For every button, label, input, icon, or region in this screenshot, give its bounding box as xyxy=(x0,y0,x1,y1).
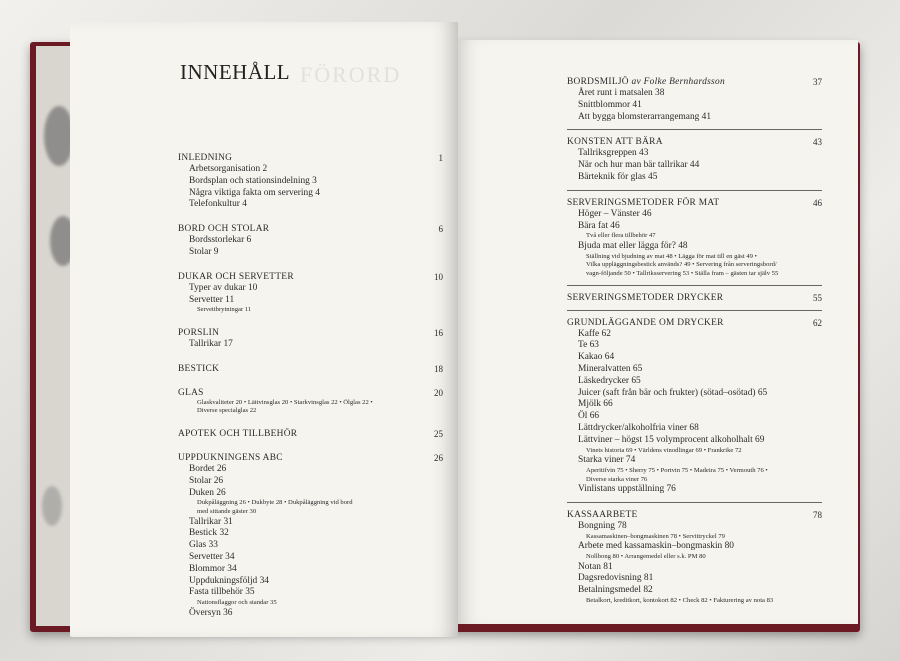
section-page-number: 18 xyxy=(434,363,443,374)
toc-entry: Att bygga blomsterarrangemang 41 xyxy=(578,111,712,122)
section-divider xyxy=(567,129,822,130)
toc-section xyxy=(178,387,443,416)
toc-entry: Stolar 9 xyxy=(189,246,219,257)
toc-entry: Kaffe 62 xyxy=(578,328,611,339)
toc-left-column xyxy=(178,152,443,620)
toc-entry: Telefonkultur 4 xyxy=(189,199,247,210)
toc-entry: Notan 81 xyxy=(578,561,613,572)
toc-entry: När och hur man bär tallrikar 44 xyxy=(578,160,700,171)
toc-entry: Uppdukningsföljd 34 xyxy=(189,575,269,586)
toc-subentry: Ställning vid bjudning av mat 48 • Lägga för mat till en gäst 49 • xyxy=(586,252,757,260)
toc-entry: Bjuda mat eller lägga för? 48 xyxy=(578,240,688,251)
toc-subentry: Nollbong 80 • Arrangemedel eller s.k. PM 80 xyxy=(586,553,706,561)
section-title xyxy=(178,363,443,375)
section-page-number: 78 xyxy=(813,509,822,520)
section-page-number: 55 xyxy=(813,292,822,303)
toc-section xyxy=(567,76,822,123)
toc-entry: Starka viner 74 xyxy=(578,455,636,466)
toc-section xyxy=(178,152,443,211)
section-title-text: BESTICK xyxy=(178,363,220,374)
section-title xyxy=(178,327,443,339)
toc-entry: Typer av dukar 10 xyxy=(189,282,258,293)
toc-subentry: med sittande gäster 30 xyxy=(197,507,257,515)
toc-subentry: Vilka uppläggningsbestick används? 49 • Servering från serveringsbord/ xyxy=(586,261,777,269)
section-title-text: KONSTEN ATT BÄRA xyxy=(567,137,663,148)
toc-entry: Dagsredovisning 81 xyxy=(578,573,654,584)
section-title-text: INLEDNING xyxy=(178,153,233,163)
section-title xyxy=(178,271,443,283)
toc-section xyxy=(567,285,822,304)
toc-subentry: Kassamaskinen–bongmaskinen 78 • Servittryckel 79 xyxy=(586,532,725,540)
section-title-text: GRUNDLÄGGANDE OM DRYCKER xyxy=(567,317,724,328)
section-title-text: GLAS xyxy=(178,387,204,398)
section-title-text: APOTEK OCH TILLBEHÖR xyxy=(178,428,298,439)
toc-subentry: Vinets historia 69 • Världens vinodlingar 69 • Frankrike 72 xyxy=(586,446,742,454)
section-title xyxy=(567,509,822,521)
toc-entry: Bordsplan och stationsindelning 3 xyxy=(189,175,317,186)
toc-entry: Översyn 36 xyxy=(189,607,233,618)
section-divider xyxy=(567,502,822,503)
section-page-number: 20 xyxy=(434,387,443,398)
toc-right-column xyxy=(567,76,822,606)
show-through-heading: FÖRORD xyxy=(300,62,402,87)
toc-section xyxy=(567,190,822,279)
toc-subentry: Nationsflaggor och standar 35 xyxy=(197,599,277,607)
section-title xyxy=(178,452,443,464)
section-title-text: DUKAR OCH SERVETTER xyxy=(178,271,294,282)
toc-subentry: Två eller flera tillbehör 47 xyxy=(586,232,656,240)
section-page-number: 43 xyxy=(813,137,822,148)
toc-section xyxy=(567,502,822,606)
toc-subentry: Dukpåläggning 26 • Dukbyte 28 • Dukpåläggning vid bord xyxy=(197,499,353,507)
toc-entry: Bestick 32 xyxy=(189,528,229,539)
toc-entry: Servetter 34 xyxy=(189,551,235,562)
toc-section xyxy=(178,223,443,259)
toc-subentry: Servettbrytningar 11 xyxy=(197,306,252,314)
toc-section xyxy=(567,310,822,496)
toc-entry: Stolar 26 xyxy=(189,475,224,486)
section-title-text: UPPDUKNINGENS ABC xyxy=(178,452,283,463)
section-title-text: SERVERINGSMETODER DRYCKER xyxy=(567,292,724,303)
toc-entry: Läskedrycker 65 xyxy=(578,375,641,386)
toc-entry: Juicer (saft från bär och frukter) (sötad–osötad) 65 xyxy=(578,387,768,398)
section-title-text: PORSLIN xyxy=(178,327,220,338)
section-title xyxy=(567,197,822,209)
toc-entry: Kakao 64 xyxy=(578,352,615,363)
toc-entry: Arbetsorganisation 2 xyxy=(189,164,268,174)
toc-entry: Öl 66 xyxy=(578,411,600,422)
toc-subentry: Diverse specialglas 22 xyxy=(197,407,257,415)
toc-section xyxy=(567,129,822,183)
section-title-text: BORD OCH STOLAR xyxy=(178,224,270,235)
toc-section xyxy=(178,363,443,375)
toc-entry: Bordet 26 xyxy=(189,463,227,474)
toc-subentry: Aperitifvin 75 • Sherry 75 • Portvin 75 • Madeira 75 • Vermouth 76 • xyxy=(586,466,768,474)
section-title-text: KASSAARBETE xyxy=(567,509,638,520)
section-title xyxy=(178,223,443,235)
toc-entry: Vinlistans uppställning 76 xyxy=(578,484,676,495)
section-divider xyxy=(567,310,822,311)
toc-entry: Te 63 xyxy=(578,340,599,351)
section-title xyxy=(567,76,822,88)
toc-entry: Glas 33 xyxy=(189,540,218,551)
toc-subentry: vagn-följande 50 • Tallriksservering 53 • Ställa fram – gästen tar själv 55 xyxy=(586,269,779,277)
section-title-text: BORDSMILJÖ xyxy=(567,77,629,87)
section-title xyxy=(178,387,443,399)
toc-entry: Betalningsmedel 82 xyxy=(578,585,653,596)
section-page-number: 10 xyxy=(434,271,443,282)
toc-entry: Bongning 78 xyxy=(578,520,627,531)
toc-entry: Mineralvatten 65 xyxy=(578,363,643,374)
toc-entry: Tallrikar 31 xyxy=(189,516,233,527)
toc-entry: Tallrikar 17 xyxy=(189,338,233,349)
toc-entry: Snittblommor 41 xyxy=(578,99,642,110)
section-title-text: SERVERINGSMETODER FÖR MAT xyxy=(567,197,720,208)
section-page-number: 37 xyxy=(813,77,822,87)
toc-entry: Arbete med kassamaskin–bongmaskin 80 xyxy=(578,541,734,552)
page-title: INNEHÅLL xyxy=(180,60,291,84)
section-author: av Folke Bernhardsson xyxy=(628,77,725,87)
toc-entry: Servetter 11 xyxy=(189,294,235,305)
toc-entry: Året runt i matsalen 38 xyxy=(578,88,665,98)
toc-entry: Mjölk 66 xyxy=(578,399,613,410)
toc-entry: Blommor 34 xyxy=(189,563,237,574)
section-title xyxy=(178,152,443,164)
section-page-number: 46 xyxy=(813,197,822,208)
toc-entry: Lättdrycker/alkoholfria viner 68 xyxy=(578,422,699,433)
section-page-number: 62 xyxy=(813,317,822,328)
section-page-number: 26 xyxy=(434,452,443,463)
toc-entry: Höger – Vänster 46 xyxy=(578,208,652,219)
toc-subentry: Glaskvaliteter 20 • Lättvinsglas 20 • Starkvinsglas 22 • Ölglas 22 • xyxy=(197,398,373,406)
toc-entry: Duken 26 xyxy=(189,487,226,498)
ink-blot-decoration xyxy=(42,486,62,526)
toc-section xyxy=(178,327,443,351)
section-page-number: 25 xyxy=(434,428,443,439)
toc-entry: Lättviner – högst 15 volymprocent alkoholhalt 69 xyxy=(578,434,765,445)
section-page-number: 1 xyxy=(438,153,443,163)
section-divider xyxy=(567,190,822,191)
toc-section xyxy=(178,271,443,315)
section-title xyxy=(567,317,822,329)
section-page-number: 16 xyxy=(434,327,443,338)
toc-entry: Fasta tillbehör 35 xyxy=(189,587,255,598)
toc-entry: Bordsstorlekar 6 xyxy=(189,235,252,246)
section-page-number: 6 xyxy=(438,224,443,235)
toc-entry: Bärteknik för glas 45 xyxy=(578,171,658,182)
toc-section xyxy=(178,428,443,440)
toc-section xyxy=(178,452,443,620)
toc-entry: Bära fat 46 xyxy=(578,220,620,231)
toc-subentry: Betalkort, kreditkort, kontokort 82 • Check 82 • Fakturering av nota 83 xyxy=(586,597,774,605)
toc-subentry: Diverse starka viner 76 xyxy=(586,475,648,483)
section-title xyxy=(567,136,822,148)
toc-entry: Tallriksgreppen 43 xyxy=(578,148,649,159)
section-title xyxy=(567,292,822,304)
toc-entry: Några viktiga fakta om servering 4 xyxy=(189,187,320,198)
section-title xyxy=(178,428,443,440)
section-divider xyxy=(567,285,822,286)
